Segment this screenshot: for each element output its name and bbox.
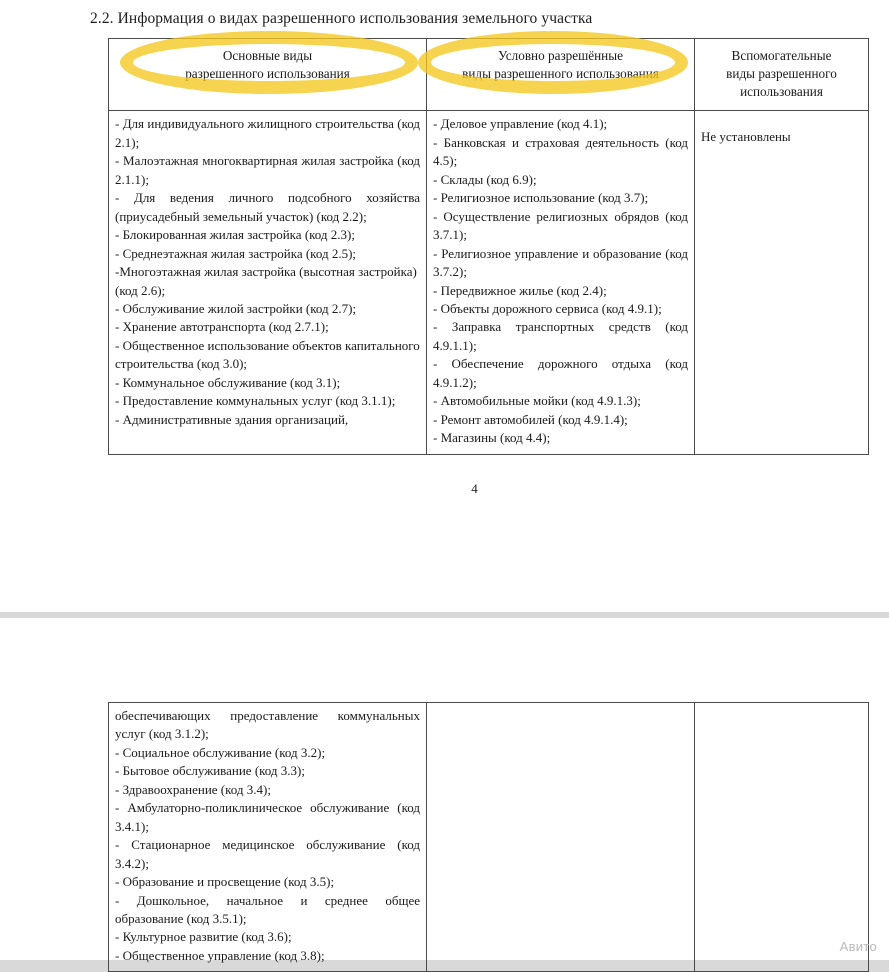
list-item: - Объекты дорожного сервиса (код 4.9.1); <box>433 300 662 316</box>
cell-auxiliary-uses <box>695 111 869 454</box>
page-number: 4 <box>471 480 478 496</box>
list-item: - Культурное развитие (код 3.6); <box>115 929 292 945</box>
cell-auxiliary-uses-continued <box>695 703 869 972</box>
list-item: обеспечивающих предоставление коммунальных услуг (код 3.1.2); <box>115 708 420 742</box>
land-use-table-page2 <box>108 702 869 972</box>
table-header-main-uses <box>109 39 427 111</box>
table-header-conditional-uses <box>427 39 695 111</box>
cell-main-uses-continued <box>109 703 427 972</box>
list-item: - Деловое управление (код 4.1); <box>433 116 608 132</box>
header-line: виды разрешенного <box>726 65 837 81</box>
list-item: - Для ведения личного подсобного хозяйства (приусадебный земельный участок) (код 2.2); <box>115 190 420 224</box>
cell-main-uses <box>109 111 427 454</box>
header-line: разрешенного использования <box>185 65 350 81</box>
list-item: - Передвижное жилье (код 2.4); <box>433 282 607 298</box>
cell-conditional-uses-continued <box>427 703 695 972</box>
header-line: использования <box>740 83 823 99</box>
list-item: - Амбулаторно-поликлиническое обслуживание (код 3.4.1); <box>115 800 420 834</box>
header-line: Вспомогательные <box>731 48 832 63</box>
list-item: - Религиозное управление и образование (код 3.7.2); <box>433 245 688 280</box>
list-item: - Стационарное медицинское обслуживание (код 3.4.2); <box>115 837 420 871</box>
list-item: -Многоэтажная жилая застройка (высотная застройка) (код 2.6); <box>115 264 417 298</box>
land-use-table-page1 <box>108 38 869 455</box>
header-line: Условно разрешённые <box>498 48 623 63</box>
list-item: - Общественное использование объектов капитального строительства (код 3.0); <box>115 337 420 372</box>
list-item: - Обеспечение дорожного отдыха (код 4.9.1.2); <box>433 356 688 390</box>
list-item: - Магазины (код 4.4); <box>433 430 551 446</box>
list-item: - Коммунальное обслуживание (код 3.1); <box>115 374 341 390</box>
list-item: - Административные здания организаций, <box>115 411 349 427</box>
list-item: - Заправка транспортных средств (код 4.9.1.1); <box>433 319 688 353</box>
list-item: - Блокированная жилая застройка (код 2.3); <box>115 227 355 243</box>
list-item: - Религиозное использование (код 3.7); <box>433 190 649 206</box>
list-item: - Малоэтажная многоквартирная жилая застройка (код 2.1.1); <box>115 153 420 187</box>
header-line: Основные виды <box>222 48 313 63</box>
list-item: - Бытовое обслуживание (код 3.3); <box>115 763 305 779</box>
list-item: - Среднеэтажная жилая застройка (код 2.5); <box>115 245 357 261</box>
list-item: - Для индивидуального жилищного строительства (код 2.1); <box>115 116 420 150</box>
table-row <box>109 703 869 972</box>
list-item: - Предоставление коммунальных услуг (код 3.1.1); <box>115 393 396 409</box>
list-item: - Здравоохранение (код 3.4); <box>115 781 271 797</box>
list-item: - Образование и просвещение (код 3.5); <box>115 874 335 890</box>
cell-conditional-uses <box>427 111 695 454</box>
table-header-auxiliary-uses <box>695 39 869 111</box>
list-item: - Склады (код 6.9); <box>433 171 537 187</box>
header-line: виды разрешенного использования <box>462 65 659 81</box>
list-item: - Дошкольное, начальное и среднее общее образование (код 3.5.1); <box>115 892 420 926</box>
cell-text: Не установлены <box>701 129 791 145</box>
list-item: - Хранение автотранспорта (код 2.7.1); <box>115 319 329 335</box>
list-item: - Осуществление религиозных обрядов (код 3.7.1); <box>433 208 688 243</box>
document-page-2 <box>0 618 889 963</box>
list-item: - Общественное управление (код 3.8); <box>115 947 325 963</box>
page-title: 2.2. Информация о видах разрешенного использования земельного участка <box>90 10 593 27</box>
list-item: - Социальное обслуживание (код 3.2); <box>115 744 326 760</box>
list-item: - Автомобильные мойки (код 4.9.1.3); <box>433 393 641 409</box>
table-header-row <box>109 39 869 111</box>
list-item: - Банковская и страховая деятельность (код 4.5); <box>433 134 688 169</box>
list-item: - Ремонт автомобилей (код 4.9.1.4); <box>433 411 628 427</box>
avito-watermark: Авито <box>839 939 877 954</box>
table-row <box>109 111 869 454</box>
list-item: - Обслуживание жилой застройки (код 2.7); <box>115 300 357 316</box>
